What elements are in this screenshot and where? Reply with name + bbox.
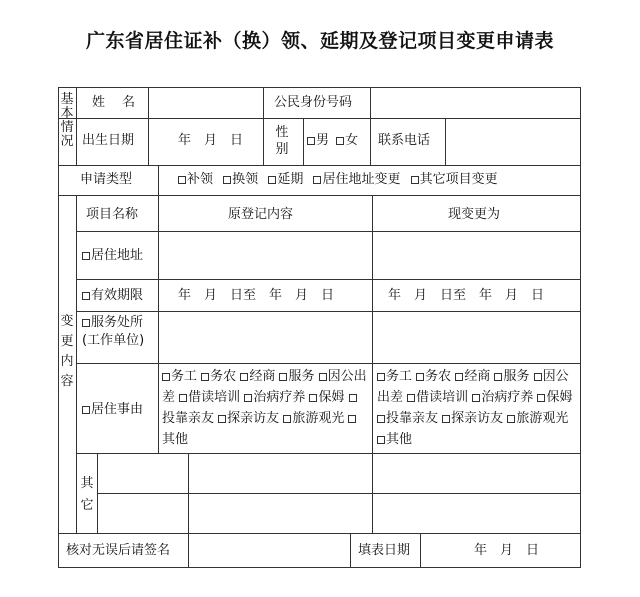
name-input[interactable] [150,89,262,117]
reason-option: 因公出差 [162,369,367,405]
apply-type-label: 申请类型 [80,172,133,187]
apply-type-replace: 换领 [232,172,259,187]
square-checkbox-icon[interactable] [82,292,90,300]
reason-option: 务农 [210,369,237,384]
reason-option: 服务 [503,369,530,384]
square-checkbox-icon[interactable] [507,415,515,423]
phone-label: 联系电话 [378,133,431,148]
reason-option: 治病疗养 [481,390,534,405]
reason-option: 旅游观光 [516,411,569,426]
reason-option: 投靠亲友 [386,411,439,426]
square-checkbox-icon[interactable] [279,373,287,381]
id-number-label: 公民身份号码 [274,95,353,110]
row-validity-label [82,286,143,306]
dob-value[interactable]: 年 月 日 [178,133,244,148]
apply-type-address-change: 居住地址变更 [322,172,401,187]
square-checkbox-icon[interactable] [283,415,291,423]
reason-option: 其他 [162,432,189,447]
square-checkbox-icon[interactable] [179,394,187,402]
fill-date-value[interactable]: 年 月 日 [474,543,540,558]
reason-option: 服务 [288,369,315,384]
reason-option: 探亲访友 [227,411,280,426]
gender-options[interactable] [307,131,358,151]
section-basic-label: 基本情况 [60,92,74,149]
square-checkbox-icon[interactable] [244,394,252,402]
square-checkbox-icon[interactable] [472,394,480,402]
square-checkbox-icon[interactable] [82,319,90,327]
square-checkbox-icon[interactable] [455,373,463,381]
apply-type-other-change: 其它项目变更 [419,172,498,187]
square-checkbox-icon[interactable] [307,137,315,145]
square-checkbox-icon[interactable] [377,373,385,381]
reason-option: 借读培训 [188,390,241,405]
form-title: 广东省居住证补（换）领、延期及登记项目变更申请表 [85,30,554,52]
reason-option: 务工 [171,369,198,384]
square-checkbox-icon[interactable] [309,394,317,402]
reason-option: 探亲访友 [451,411,504,426]
workplace-original-input[interactable] [160,313,371,362]
reason-option: 经商 [249,369,276,384]
reason-option: 借读培训 [416,390,469,405]
gender-male: 男 [316,133,330,148]
square-checkbox-icon[interactable] [442,415,450,423]
row-validity-text: 有效期限 [91,288,144,303]
reason-option: 保姆 [546,390,573,405]
address-original-input[interactable] [160,233,371,278]
apply-type-extend: 延期 [277,172,304,187]
reason-option: 其他 [386,432,413,447]
col-new-header: 现变更为 [448,207,501,222]
other-new-input[interactable] [374,455,579,532]
col-original-header: 原登记内容 [228,207,294,222]
apply-type-options[interactable] [178,170,498,190]
dob-label: 出生日期 [82,133,135,148]
square-checkbox-icon[interactable] [319,373,327,381]
reason-option: 经商 [464,369,491,384]
square-checkbox-icon[interactable] [377,436,385,444]
validity-original-value[interactable]: 年 月 日至 年 月 日 [178,288,335,303]
square-checkbox-icon[interactable] [82,252,90,260]
square-checkbox-icon[interactable] [162,373,170,381]
reason-option: 治病疗养 [253,390,306,405]
workplace-new-input[interactable] [374,313,579,362]
signature-input[interactable] [190,535,349,566]
reason-option: 务农 [425,369,452,384]
validity-new-value[interactable]: 年 月 日至 年 月 日 [388,288,545,303]
row-workplace-text: 服务处所(工作单位) [82,315,145,348]
row-address-text: 居住地址 [91,248,144,263]
section-change-label: 变更内容 [60,314,74,389]
square-checkbox-icon[interactable] [407,394,415,402]
square-checkbox-icon[interactable] [377,415,385,423]
square-checkbox-icon[interactable] [201,373,209,381]
square-checkbox-icon[interactable] [537,394,545,402]
phone-input[interactable] [447,120,579,164]
reason-option: 保姆 [318,390,345,405]
other-original-input[interactable] [190,455,371,532]
col-item-header: 项目名称 [86,207,139,222]
row-other-label: 其它 [80,476,94,513]
reason-option: 因公出差 [377,369,569,405]
square-checkbox-icon[interactable] [411,176,419,184]
square-checkbox-icon[interactable] [416,373,424,381]
fill-date-label: 填表日期 [358,543,411,558]
gender-label: 性别 [275,125,289,157]
square-checkbox-icon[interactable] [178,176,186,184]
square-checkbox-icon[interactable] [268,176,276,184]
row-reason-label [82,400,143,420]
square-checkbox-icon[interactable] [240,373,248,381]
name-label: 姓 名 [92,95,138,110]
reason-original-options[interactable] [162,366,370,450]
row-workplace-label [82,314,158,350]
apply-type-reissue: 补领 [187,172,214,187]
row-reason-text: 居住事由 [91,402,144,417]
row-address-label [82,246,143,266]
reason-option: 旅游观光 [292,411,345,426]
id-number-input[interactable] [372,89,579,117]
square-checkbox-icon[interactable] [494,373,502,381]
signature-label: 核对无误后请签名 [66,543,171,558]
square-checkbox-icon[interactable] [349,394,357,402]
reason-option: 务工 [386,369,413,384]
square-checkbox-icon[interactable] [82,406,90,414]
gender-female: 女 [345,133,359,148]
square-checkbox-icon[interactable] [218,415,226,423]
square-checkbox-icon[interactable] [223,176,231,184]
square-checkbox-icon[interactable] [534,373,542,381]
square-checkbox-icon[interactable] [336,137,344,145]
reason-option: 投靠亲友 [162,411,215,426]
square-checkbox-icon[interactable] [313,176,321,184]
address-new-input[interactable] [374,233,579,278]
square-checkbox-icon[interactable] [348,415,356,423]
reason-new-options[interactable] [377,366,579,450]
